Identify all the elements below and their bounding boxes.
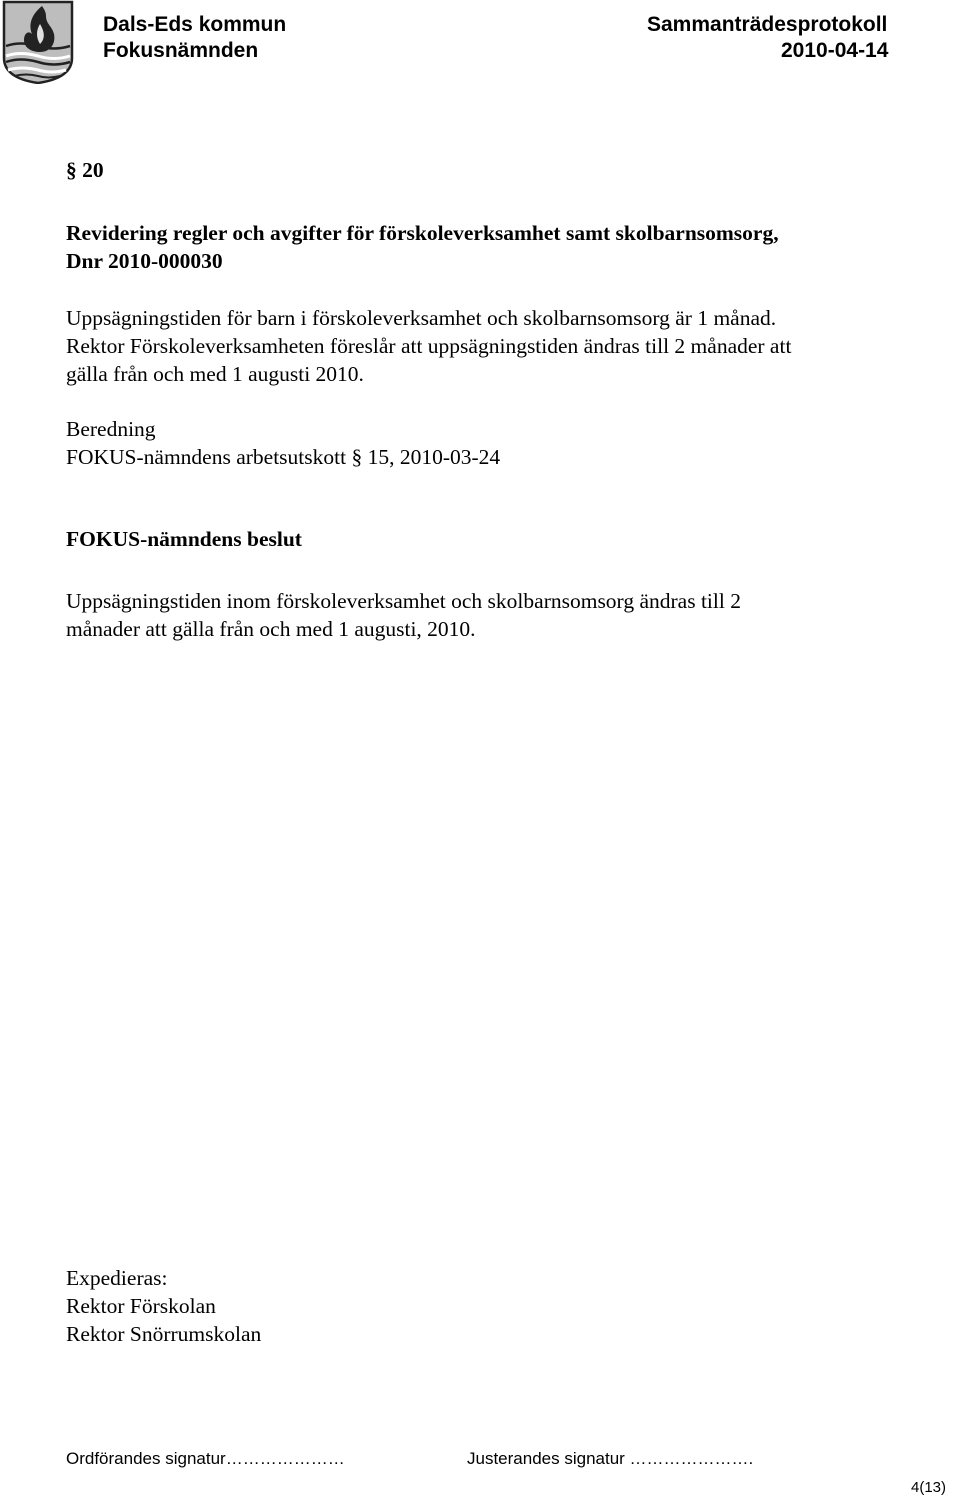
decision-line-2: månader att gälla från och med 1 augusti, 2010. <box>66 617 476 641</box>
document-type: Sammanträdesprotokoll <box>647 13 888 36</box>
background-line-1: Uppsägningstiden för barn i förskoleverksamhet och skolbarnsomsorg är 1 månad. <box>66 306 777 330</box>
section-title-line-1: Revidering regler och avgifter för förskoleverksamhet samt skolbarnsomsorg, <box>66 221 779 245</box>
distribution-recipient: Rektor Snörrumskolan <box>66 1322 262 1346</box>
section-title-line-2: Dnr 2010-000030 <box>66 249 223 273</box>
preparation-reference <box>66 443 926 471</box>
meeting-date: 2010-04-14 <box>781 39 889 62</box>
chair-signature-field: Ordförandes signatur………………… <box>66 1449 345 1468</box>
preparation-committee: FOKUS-nämndens arbetsutskott <box>66 445 347 469</box>
page-number: 4(13) <box>911 1479 947 1496</box>
section-number <box>66 156 104 184</box>
organization-name: Dals-Eds kommun <box>103 13 287 36</box>
adjuster-signature-field: Justerandes signatur …………………. <box>467 1449 754 1468</box>
decision-line-1: Uppsägningstiden inom förskoleverksamhet och skolbarnsomsorg ändras till 2 <box>66 589 741 613</box>
preparation-section-date: 15, 2010-03-24 <box>367 445 501 469</box>
distribution-recipient: Rektor Förskolan <box>66 1294 216 1318</box>
background-line-3: gälla från och med 1 augusti 2010. <box>66 362 364 386</box>
preparation-label: Beredning <box>66 417 156 441</box>
section-number-value: 20 <box>82 158 104 182</box>
preparation-section-mark: § <box>351 445 363 469</box>
background-line-2: Rektor Förskoleverksamheten föreslår att uppsägningstiden ändras till 2 månader att <box>66 334 792 358</box>
distribution-label: Expedieras: <box>66 1266 168 1290</box>
committee-name: Fokusnämnden <box>103 39 259 62</box>
municipal-coat-of-arms-icon <box>2 0 74 84</box>
decision-heading: FOKUS-nämndens beslut <box>66 527 302 551</box>
section-mark: § <box>66 158 77 182</box>
